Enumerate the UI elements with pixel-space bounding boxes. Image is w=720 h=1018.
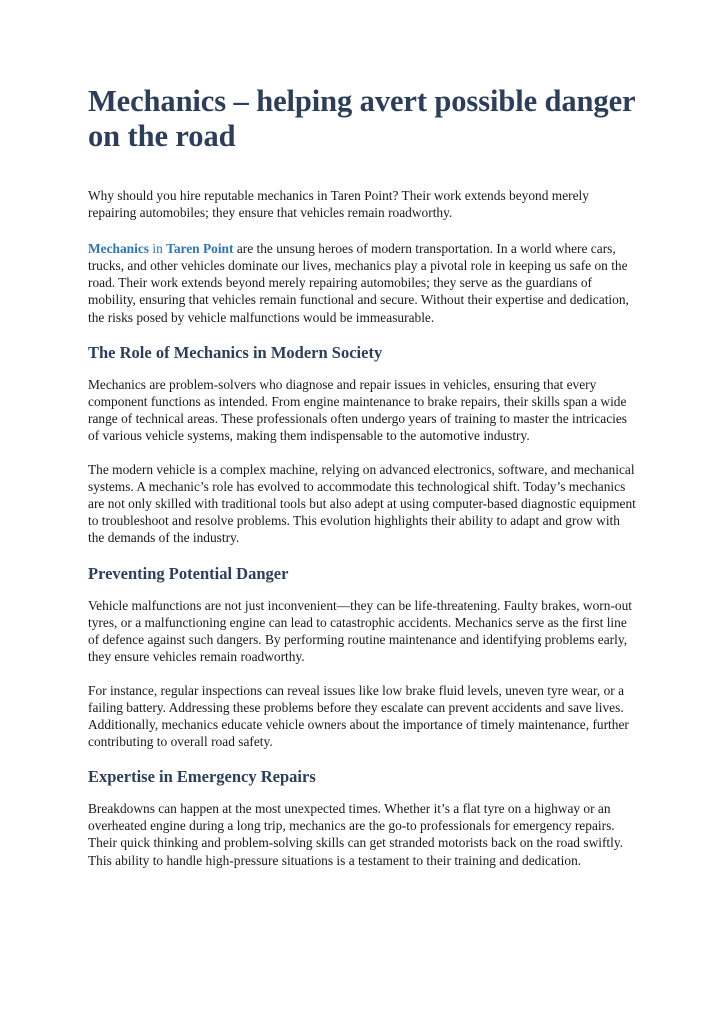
intro-paragraph: Why should you hire reputable mechanics in Taren Point? Their work extends beyond merely repairing automobiles; they ensure that vehicles remain roadworthy. [88,188,589,221]
section-role-paragraph-1: Mechanics are problem-solvers who diagnose and repair issues in vehicles, ensuring that every component functions as intended. From engine maintenance to brake repairs, their skills span a wide range of technical areas. These professionals often undergo years of training to master the intricacies of various vehicle systems, making them indispensable to the automotive industry. [88,376,628,443]
section-emergency-paragraph-1: Breakdowns can happen at the most unexpected times. Whether it’s a flat tyre on a highway or an overheated engine during a long trip, mechanics are the go-to professionals for emergency repairs. Their quick thinking and problem-solving skills can get stranded motorists back on the road swiftly. This ability to handle high-pressure situations is a testament to their training and dedication. [88,801,624,868]
section-heading-emergency: Expertise in Emergency Repairs [88,767,316,787]
section-role-paragraph-2: The modern vehicle is a complex machine, relying on advanced electronics, software, and mechanical systems. A mechanic’s role has evolved to accommodate this technological shift. Today’s mechanics are not only skilled with traditional tools but also adept at using computer-based diagnostic equipment to troubleshoot and resolve problems. This evolution highlights their ability to adapt and grow with the demands of the industry. [88,462,636,546]
link-mechanics[interactable]: Mechanics [88,241,149,257]
lead-connector: in [149,241,167,257]
document-page [88,84,636,886]
lead-text: are the unsung heroes of modern transportation. In a world where cars, trucks, and other vehicles dominate our lives, mechanics play a pivotal role in keeping us safe on the road. Their work extends beyond merely repairing automobiles; they serve as the guardians of mobility, ensuring that vehicles remain functional and secure. Without their expertise and dedication, the risks posed by vehicle malfunctions would be immeasurable. [88,241,629,325]
section-danger-paragraph-1: Vehicle malfunctions are not just inconvenient—they can be life-threatening. Faulty brakes, worn-out tyres, or a malfunctioning engine can lead to catastrophic accidents. Mechanics serve as the first line of defence against such dangers. By performing routine maintenance and identifying problems early, they ensure vehicles remain roadworthy. [88,597,633,664]
section-heading-role: The Role of Mechanics in Modern Society [88,342,383,362]
link-taren-point[interactable]: Taren Point [166,241,234,257]
section-heading-danger: Preventing Potential Danger [88,563,289,583]
lead-paragraph [88,240,636,325]
page-title: Mechanics – helping avert possible danger on the road [88,84,635,153]
section-danger-paragraph-2: For instance, regular inspections can reveal issues like low brake fluid levels, uneven tyre wear, or a failing battery. Addressing these problems before they escalate can prevent accidents and save lives. Additionally, mechanics educate vehicle owners about the importance of timely maintenance, further contributing to overall road safety. [88,682,629,750]
